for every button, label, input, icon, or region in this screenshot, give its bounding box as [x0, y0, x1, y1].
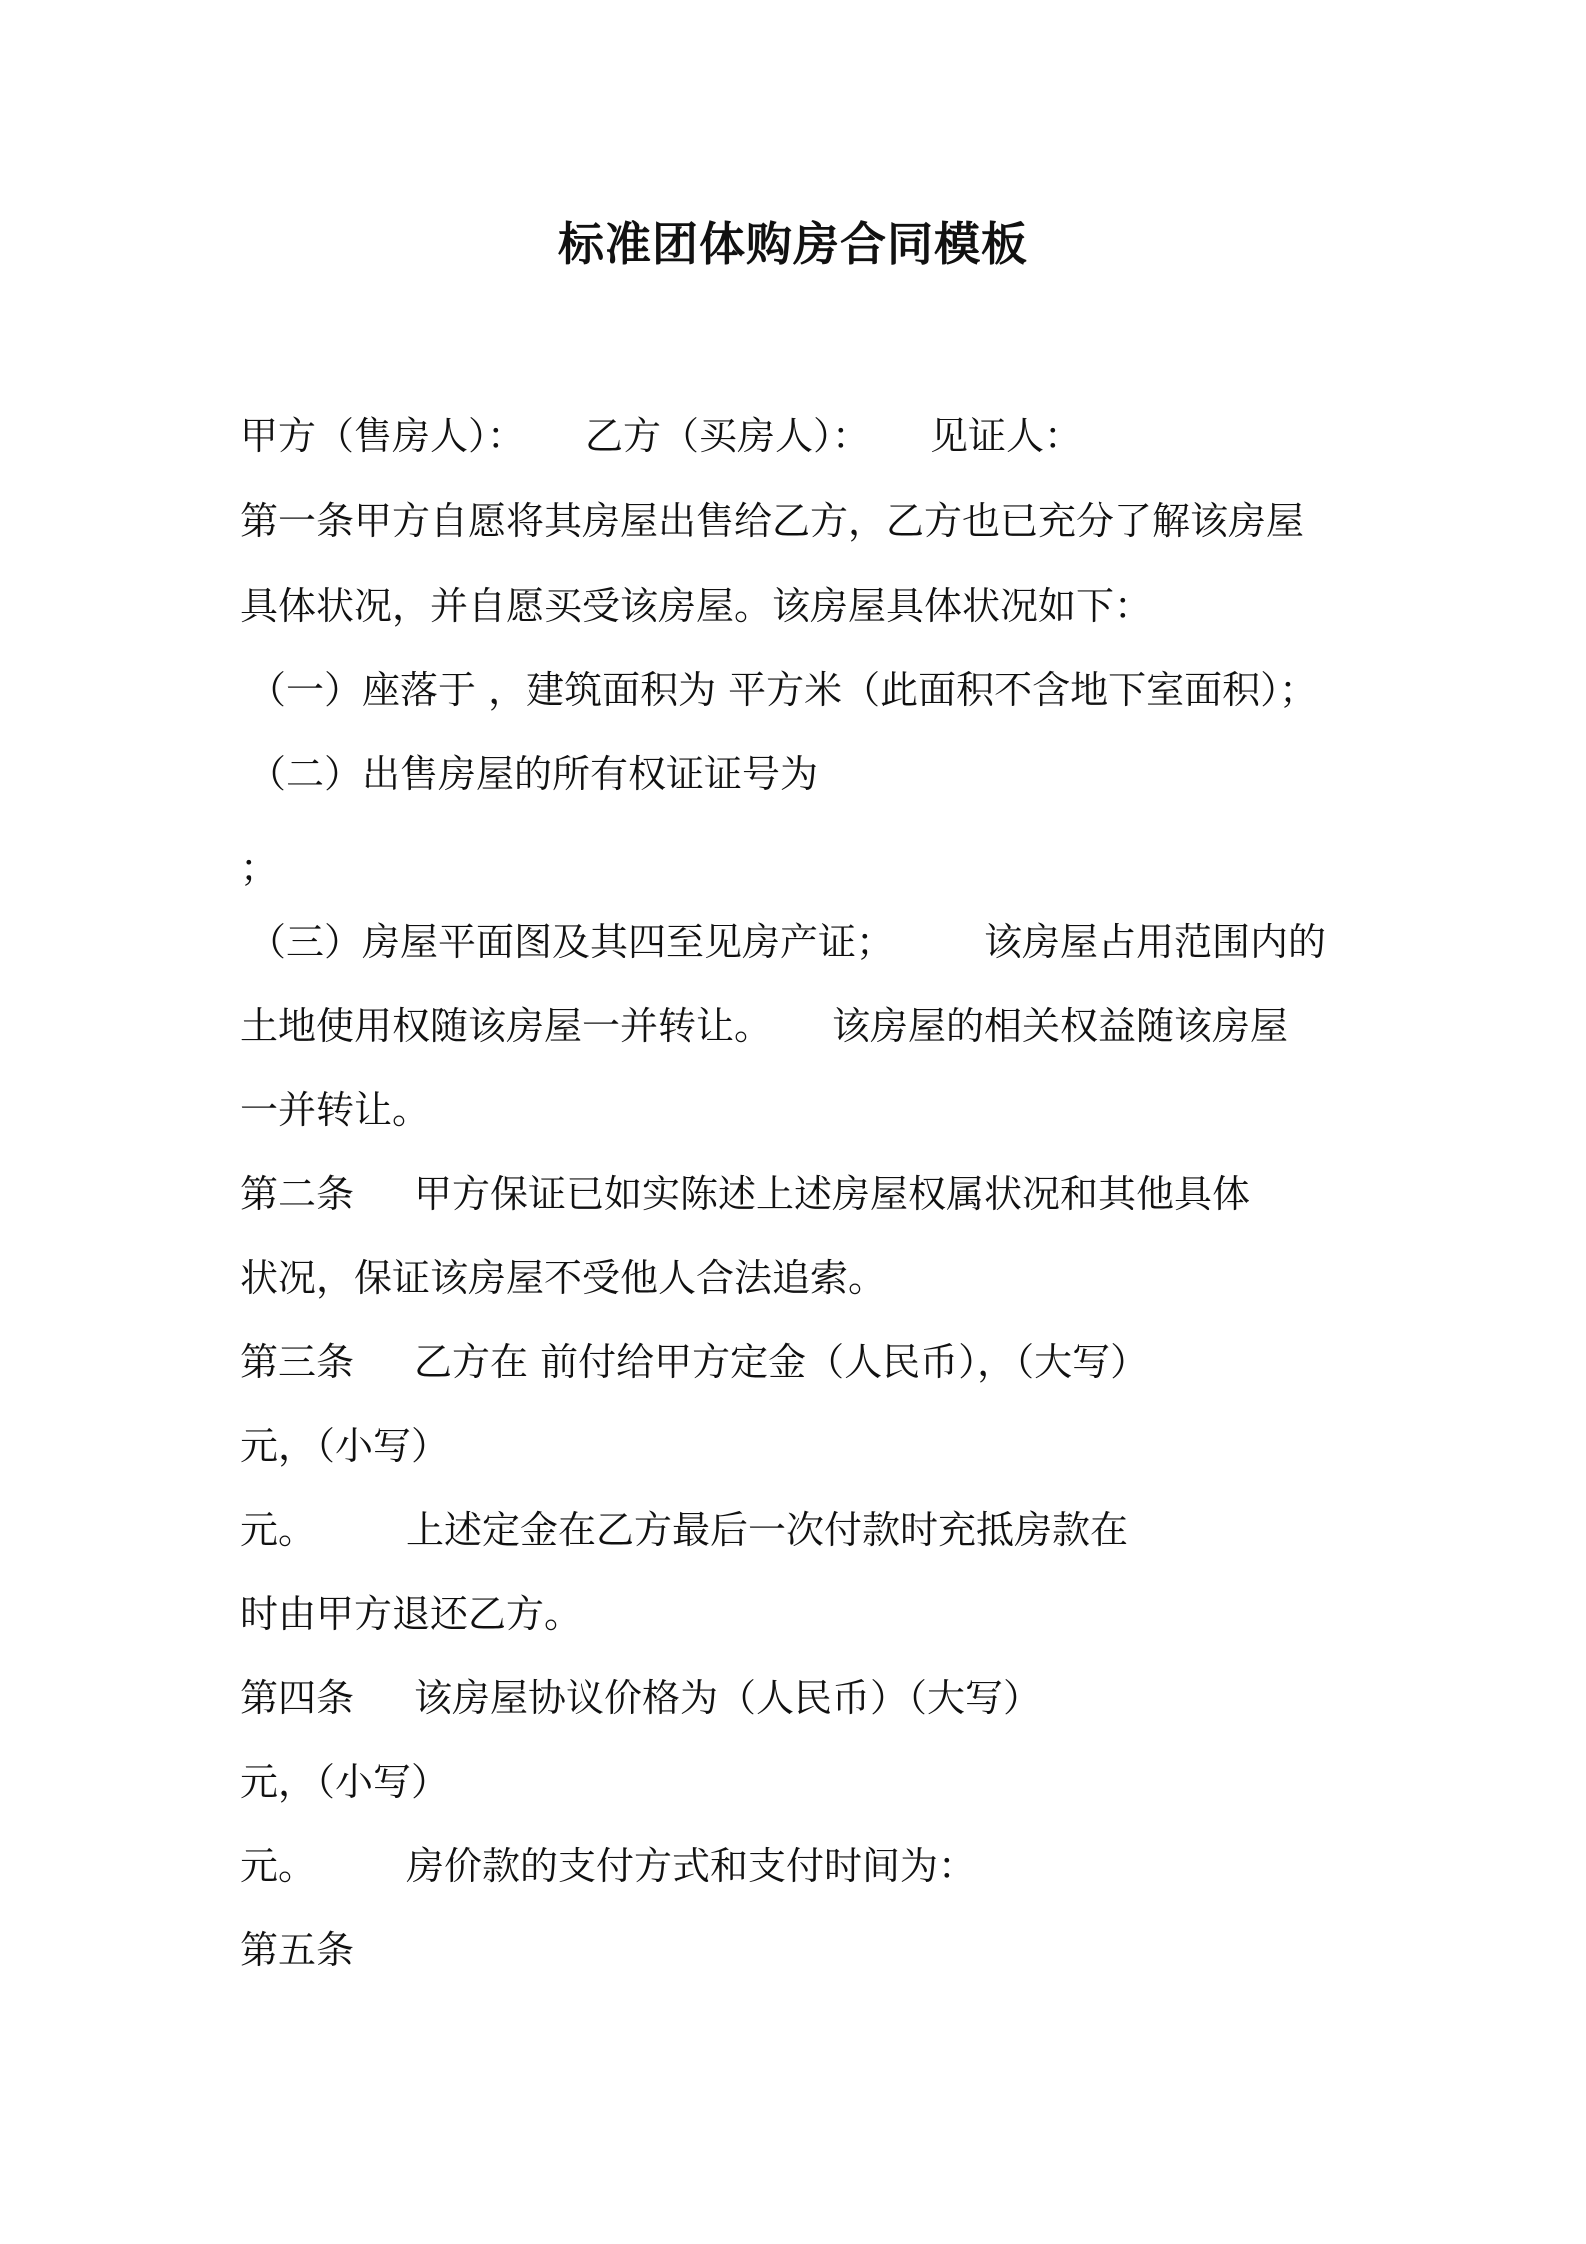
article3-text: 乙方在 前付给甲方定金（人民币），（大写）	[414, 1340, 1149, 1384]
page-title: 标准团体购房合同模板	[558, 217, 1028, 271]
article2-line1	[240, 1168, 1250, 1220]
article1-line2: 具体状况，并自愿买受该房屋。该房屋具体状况如下：	[240, 584, 1153, 628]
article3-label: 第三条	[240, 1340, 355, 1384]
article1-item2-end: ；	[240, 846, 279, 890]
witness-label: 见证人：	[930, 414, 1083, 458]
article3-line4: 时由甲方退还乙方。	[240, 1592, 583, 1636]
seller-label: 甲方（售房人）：	[240, 414, 526, 458]
rights-transfer-text: 该房屋的相关权益随该房屋	[832, 1004, 1289, 1048]
article5-label: 第五条	[240, 1928, 355, 1972]
item3-text: （三）房屋平面图及其四至见房产证；	[248, 920, 895, 964]
article3-line2: 元，（小写）	[240, 1424, 450, 1468]
article1-item1: （一）座落于 ，建筑面积为 平方米（此面积不含地下室面积）；	[248, 668, 1318, 712]
article1-land-end: 一并转让。	[240, 1088, 431, 1132]
article4-yuan: 元。	[240, 1844, 317, 1888]
article1-item2: （二）出售房屋的所有权证证号为	[248, 752, 819, 796]
article4-line1	[240, 1672, 1041, 1724]
article4-payment-text: 房价款的支付方式和支付时间为：	[406, 1844, 977, 1888]
article1-line1: 第一条甲方自愿将其房屋出售给乙方，乙方也已充分了解该房屋	[240, 499, 1305, 543]
article2-line2: 状况，保证该房屋不受他人合法追索。	[240, 1256, 887, 1300]
parties-line	[240, 410, 1082, 462]
article4-text: 该房屋协议价格为（人民币）（大写）	[414, 1676, 1042, 1720]
article2-text: 甲方保证已如实陈述上述房屋权属状况和其他具体	[414, 1172, 1251, 1216]
land-transfer-text: 土地使用权随该房屋一并转让。	[240, 1004, 773, 1048]
article2-label: 第二条	[240, 1172, 355, 1216]
article3-yuan: 元。	[240, 1508, 317, 1552]
buyer-label: 乙方（买房人）：	[585, 414, 871, 458]
article3-line3	[240, 1504, 1128, 1556]
article3-deposit-text: 上述定金在乙方最后一次付款时充抵房款在	[406, 1508, 1129, 1552]
item3-land-text: 该房屋占用范围内的	[984, 920, 1327, 964]
article4-line3	[240, 1840, 976, 1892]
article3-line1	[240, 1336, 1148, 1388]
article1-land-line	[240, 1000, 1288, 1052]
article4-label: 第四条	[240, 1676, 355, 1720]
article1-item3	[248, 916, 1326, 968]
article4-line2: 元，（小写）	[240, 1760, 450, 1804]
